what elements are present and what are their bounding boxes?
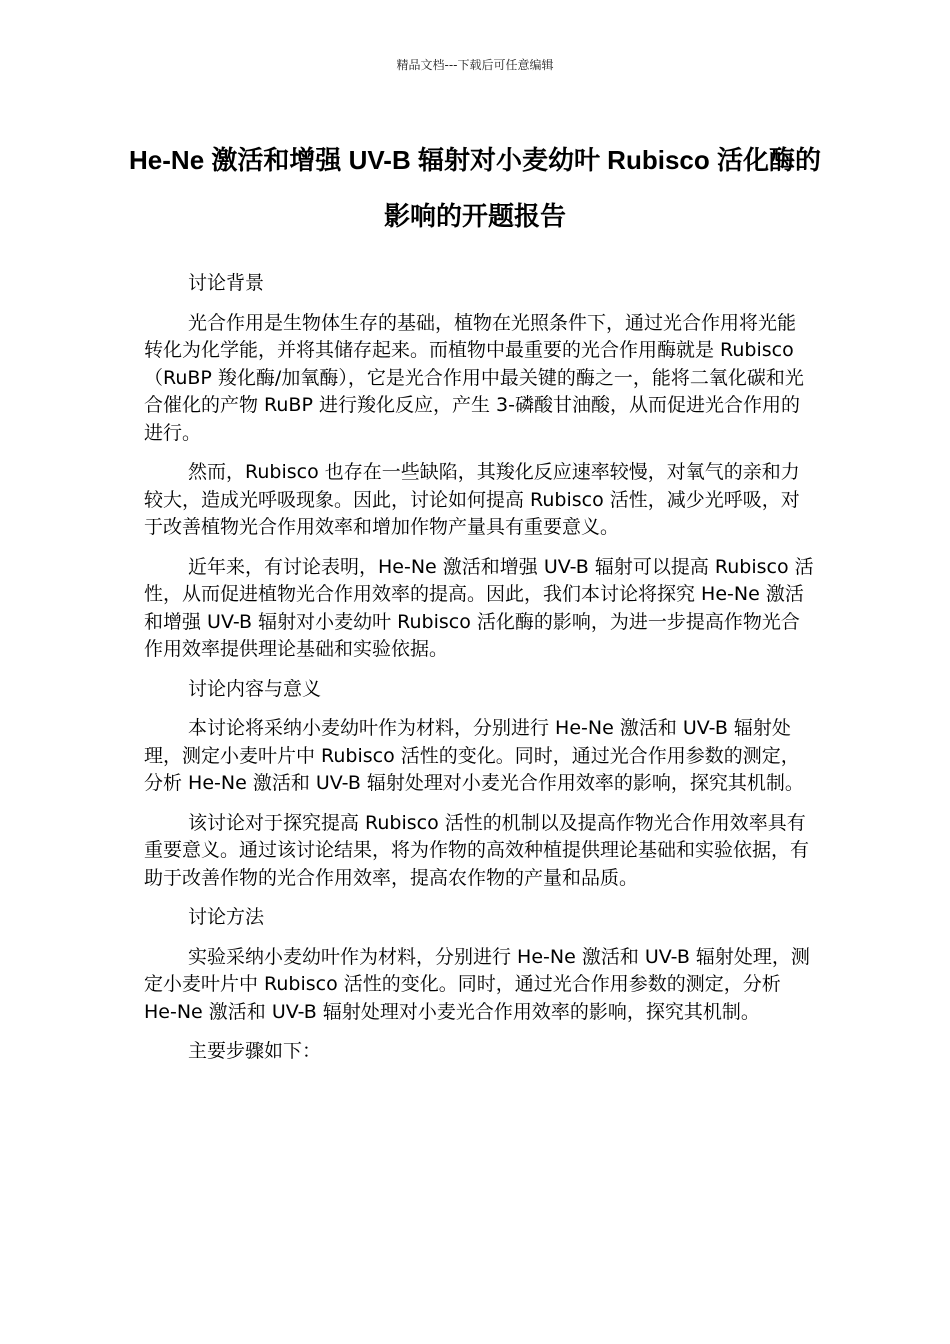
paragraph: 实验采纳小麦幼叶作为材料，分别进行 He-Ne 激活和 UV-B 辐射处理，测定小麦叶片中 Rubisco 活性的变化。同时，通过光合作用参数的测定，分析 He-Ne 激活和 UV-B 辐射处理对小麦光合作用效率的影响，探究其机制。 [144, 945, 810, 1023]
paragraph: 该讨论对于探究提高 Rubisco 活性的机制以及提高作物光合作用效率具有重要意义。通过该讨论结果，将为作物的高效种植提供理论基础和实验依据，有助于改善作物的光合作用效率，提高农作物的产量和品质。 [144, 811, 810, 889]
paragraph: 本讨论将采纳小麦幼叶作为材料，分别进行 He-Ne 激活和 UV-B 辐射处理，测定小麦叶片中 Rubisco 活性的变化。同时，通过光合作用参数的测定，分析 He-Ne 激活和 UV-B 辐射处理对小麦光合作用效率的影响，探究其机制。 [144, 717, 804, 794]
section-heading-methods: 讨论方法 [188, 906, 265, 928]
section-heading-background: 讨论背景 [188, 272, 265, 294]
paragraph: 光合作用是生物体生存的基础，植物在光照条件下，通过光合作用将光能转化为化学能，并将其储存起来。而植物中最重要的光合作用酶就是 Rubisco（RuBP 羧化酶/加氧酶），它是光合作用中最关键的酶之一，能将二氧化碳和光合催化的产物 RuBP 进行羧化反应，产生 3-磷酸甘油酸，从而促进光合作用的进行。 [144, 311, 804, 444]
document-title: He-Ne 激活和增强 UV-B 辐射对小麦幼叶 Rubisco 活化酶的影响的开题报告 [129, 145, 821, 231]
paragraph-steps-intro: 主要步骤如下： [188, 1040, 322, 1062]
paragraph: 然而，Rubisco 也存在一些缺陷，其羧化反应速率较慢，对氧气的亲和力较大，造成光呼吸现象。因此，讨论如何提高 Rubisco 活性，减少光呼吸，对于改善植物光合作用效率和增加作物产量具有重要意义。 [144, 461, 800, 538]
page-header: 精品文档---下载后可任意编辑 [396, 58, 554, 72]
document-body [144, 270, 814, 1078]
paragraph: 近年来，有讨论表明，He-Ne 激活和增强 UV-B 辐射可以提高 Rubisco 活性，从而促进植物光合作用效率的提高。因此，我们本讨论将探究 He-Ne 激活和增强 UV-B 辐射对小麦幼叶 Rubisco 活化酶的影响，为进一步提高作物光合作用效率提供理论基础和实验依据。 [144, 555, 814, 660]
section-heading-content-significance: 讨论内容与意义 [188, 677, 322, 700]
